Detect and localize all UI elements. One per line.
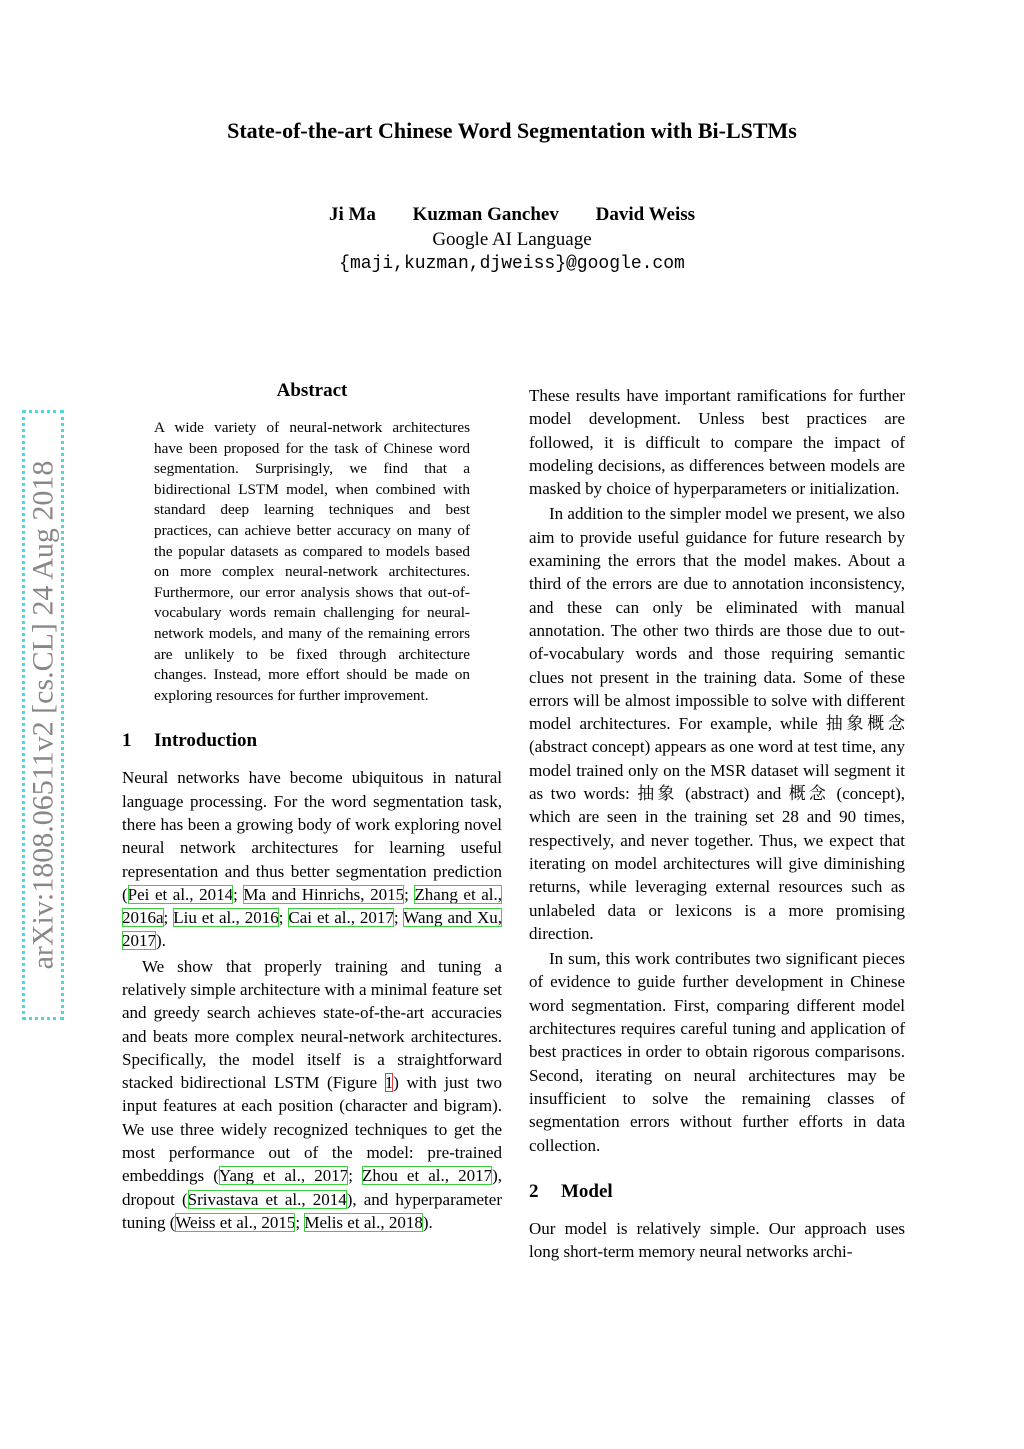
citation-link[interactable]: Zhang et al., 2016a — [122, 884, 502, 928]
body-paragraph: These results have important ramifications for further model development. Unless best practices are followed, it is difficult to compare the impact of modeling decisions, as differences between models are masked by choice of hyperparameters or initialization. — [529, 386, 905, 499]
intro-paragraph-1: Neural networks have become ubiquitous in natural language processing. For the word segmentation task, there has been a growing body of work exploring novel neural network architectures for learning useful representation and thus better segmentation prediction (Pei et al., 2014; Ma and Hinrichs, 2015; Zhang et al., 2016a; Liu et al., 2016; Cai et al., 2017; Wang and Xu, 2017). — [122, 768, 502, 951]
citation-link[interactable]: Cai et al., 2017 — [288, 908, 394, 928]
left-column — [122, 380, 502, 1234]
arxiv-sidebar-link[interactable] — [22, 410, 64, 1020]
citation-link[interactable]: Melis et al., 2018 — [304, 1212, 423, 1232]
right-column — [529, 384, 905, 1263]
author-name: Kuzman Ganchev — [412, 204, 559, 225]
citation-link[interactable]: Weiss et al., 2015 — [175, 1212, 296, 1232]
citation-link[interactable]: Liu et al., 2016 — [173, 908, 279, 928]
intro-paragraph-2: We show that properly training and tuning a relatively simple architecture with a minimal feature set and greedy search achieves state-of-the-art accuracies and beats more complex neural-network architectures. Specifically, the model itself is a straightforward stacked bidirectional LSTM (Figure 1) with just two input features at each position (character and bigram). We use three widely recognized techniques to get the most performance out of the model: pre-trained embeddings (Yang et al., 2017; Zhou et al., 2017), dropout (Srivastava et al., 2014), and hyperparameter tuning (Weiss et al., 2015; Melis et al., 2018). — [122, 956, 502, 1232]
section-heading-model — [529, 1181, 905, 1203]
citation-link[interactable]: Pei et al., 2014 — [127, 884, 234, 904]
body-paragraph: In sum, this work contributes two significant pieces of evidence to guide further development in Chinese word segmentation. First, comparing different model architectures requires careful tuning and application of best practices in order to obtain rigorous comparisons. Second, iterating on neural architectures may be insufficient to solve the remaining classes of segmentation errors without further efforts in data collection. — [529, 949, 905, 1155]
author-emails: {maji,kuzman,djweiss}@google.com — [339, 254, 685, 274]
figure-reference-link[interactable]: 1 — [384, 1073, 394, 1093]
affiliation: Google AI Language — [432, 229, 592, 250]
citation-link[interactable]: Ma and Hinrichs, 2015 — [243, 884, 405, 904]
model-paragraph: Our model is relatively simple. Our approach uses long short-term memory neural networks archi- — [529, 1218, 905, 1262]
section-number: 2 — [529, 1180, 539, 1202]
citation-link[interactable]: Wang and Xu, 2017 — [122, 908, 502, 951]
citation-link[interactable]: Srivastava et al., 2014 — [187, 1189, 347, 1209]
body-paragraph: In addition to the simpler model we present, we also aim to provide useful guidance for future research by examining the errors that the model makes. About a third of the errors are due to annotation inconsistency, and these can only be eliminated with manual annotation. The other two thirds are those due to out-of-vocabulary words and those requiring semantic clues not present in the training data. Some of these errors will be almost impossible to solve with different model architectures. For example, while 抽象概念 (abstract concept) appears as one word at test time, any model trained only on the MSR dataset will segment it as two words: 抽象 (abstract) and 概念 (concept), which are seen in the training set 28 and 90 times, respectively, and never together. Thus, we expect that iterating on model architectures will give diminishing returns, while leveraging external resources such as unlabeled data or lexicons is a more promising direction. — [529, 504, 905, 943]
section-heading-introduction — [122, 730, 502, 752]
abstract-text: A wide variety of neural-network architectures have been proposed for the task of Chinese word segmentation. Surprisingly, we find that a bidirectional LSTM model, when combined with standard deep learning techniques and best practices, can achieve better accuracy on many of the popular datasets as compared to models based on more complex neural-network architectures. Furthermore, our error analysis shows that out-of-vocabulary words remain challenging for neural-network models, and many of the remaining errors are unlikely to be fixed through architecture changes. Instead, more effort should be made on exploring resources for further improvement. — [154, 419, 470, 704]
author-name: Ji Ma — [328, 204, 376, 225]
section-title: Introduction — [154, 730, 258, 752]
abstract-heading: Abstract — [276, 380, 348, 401]
citation-link[interactable]: Zhou et al., 2017 — [361, 1166, 493, 1186]
citation-link[interactable]: Yang et al., 2017 — [218, 1166, 349, 1186]
author-name: David Weiss — [595, 204, 696, 225]
section-title: Model — [561, 1180, 613, 1202]
section-number: 1 — [122, 730, 132, 752]
arxiv-identifier: arXiv:1808.06511v2 [cs.CL] 24 Aug 2018 — [26, 460, 59, 970]
paper-title: State-of-the-art Chinese Word Segmentation with Bi-LSTMs — [227, 118, 797, 143]
author-list — [0, 204, 1024, 226]
